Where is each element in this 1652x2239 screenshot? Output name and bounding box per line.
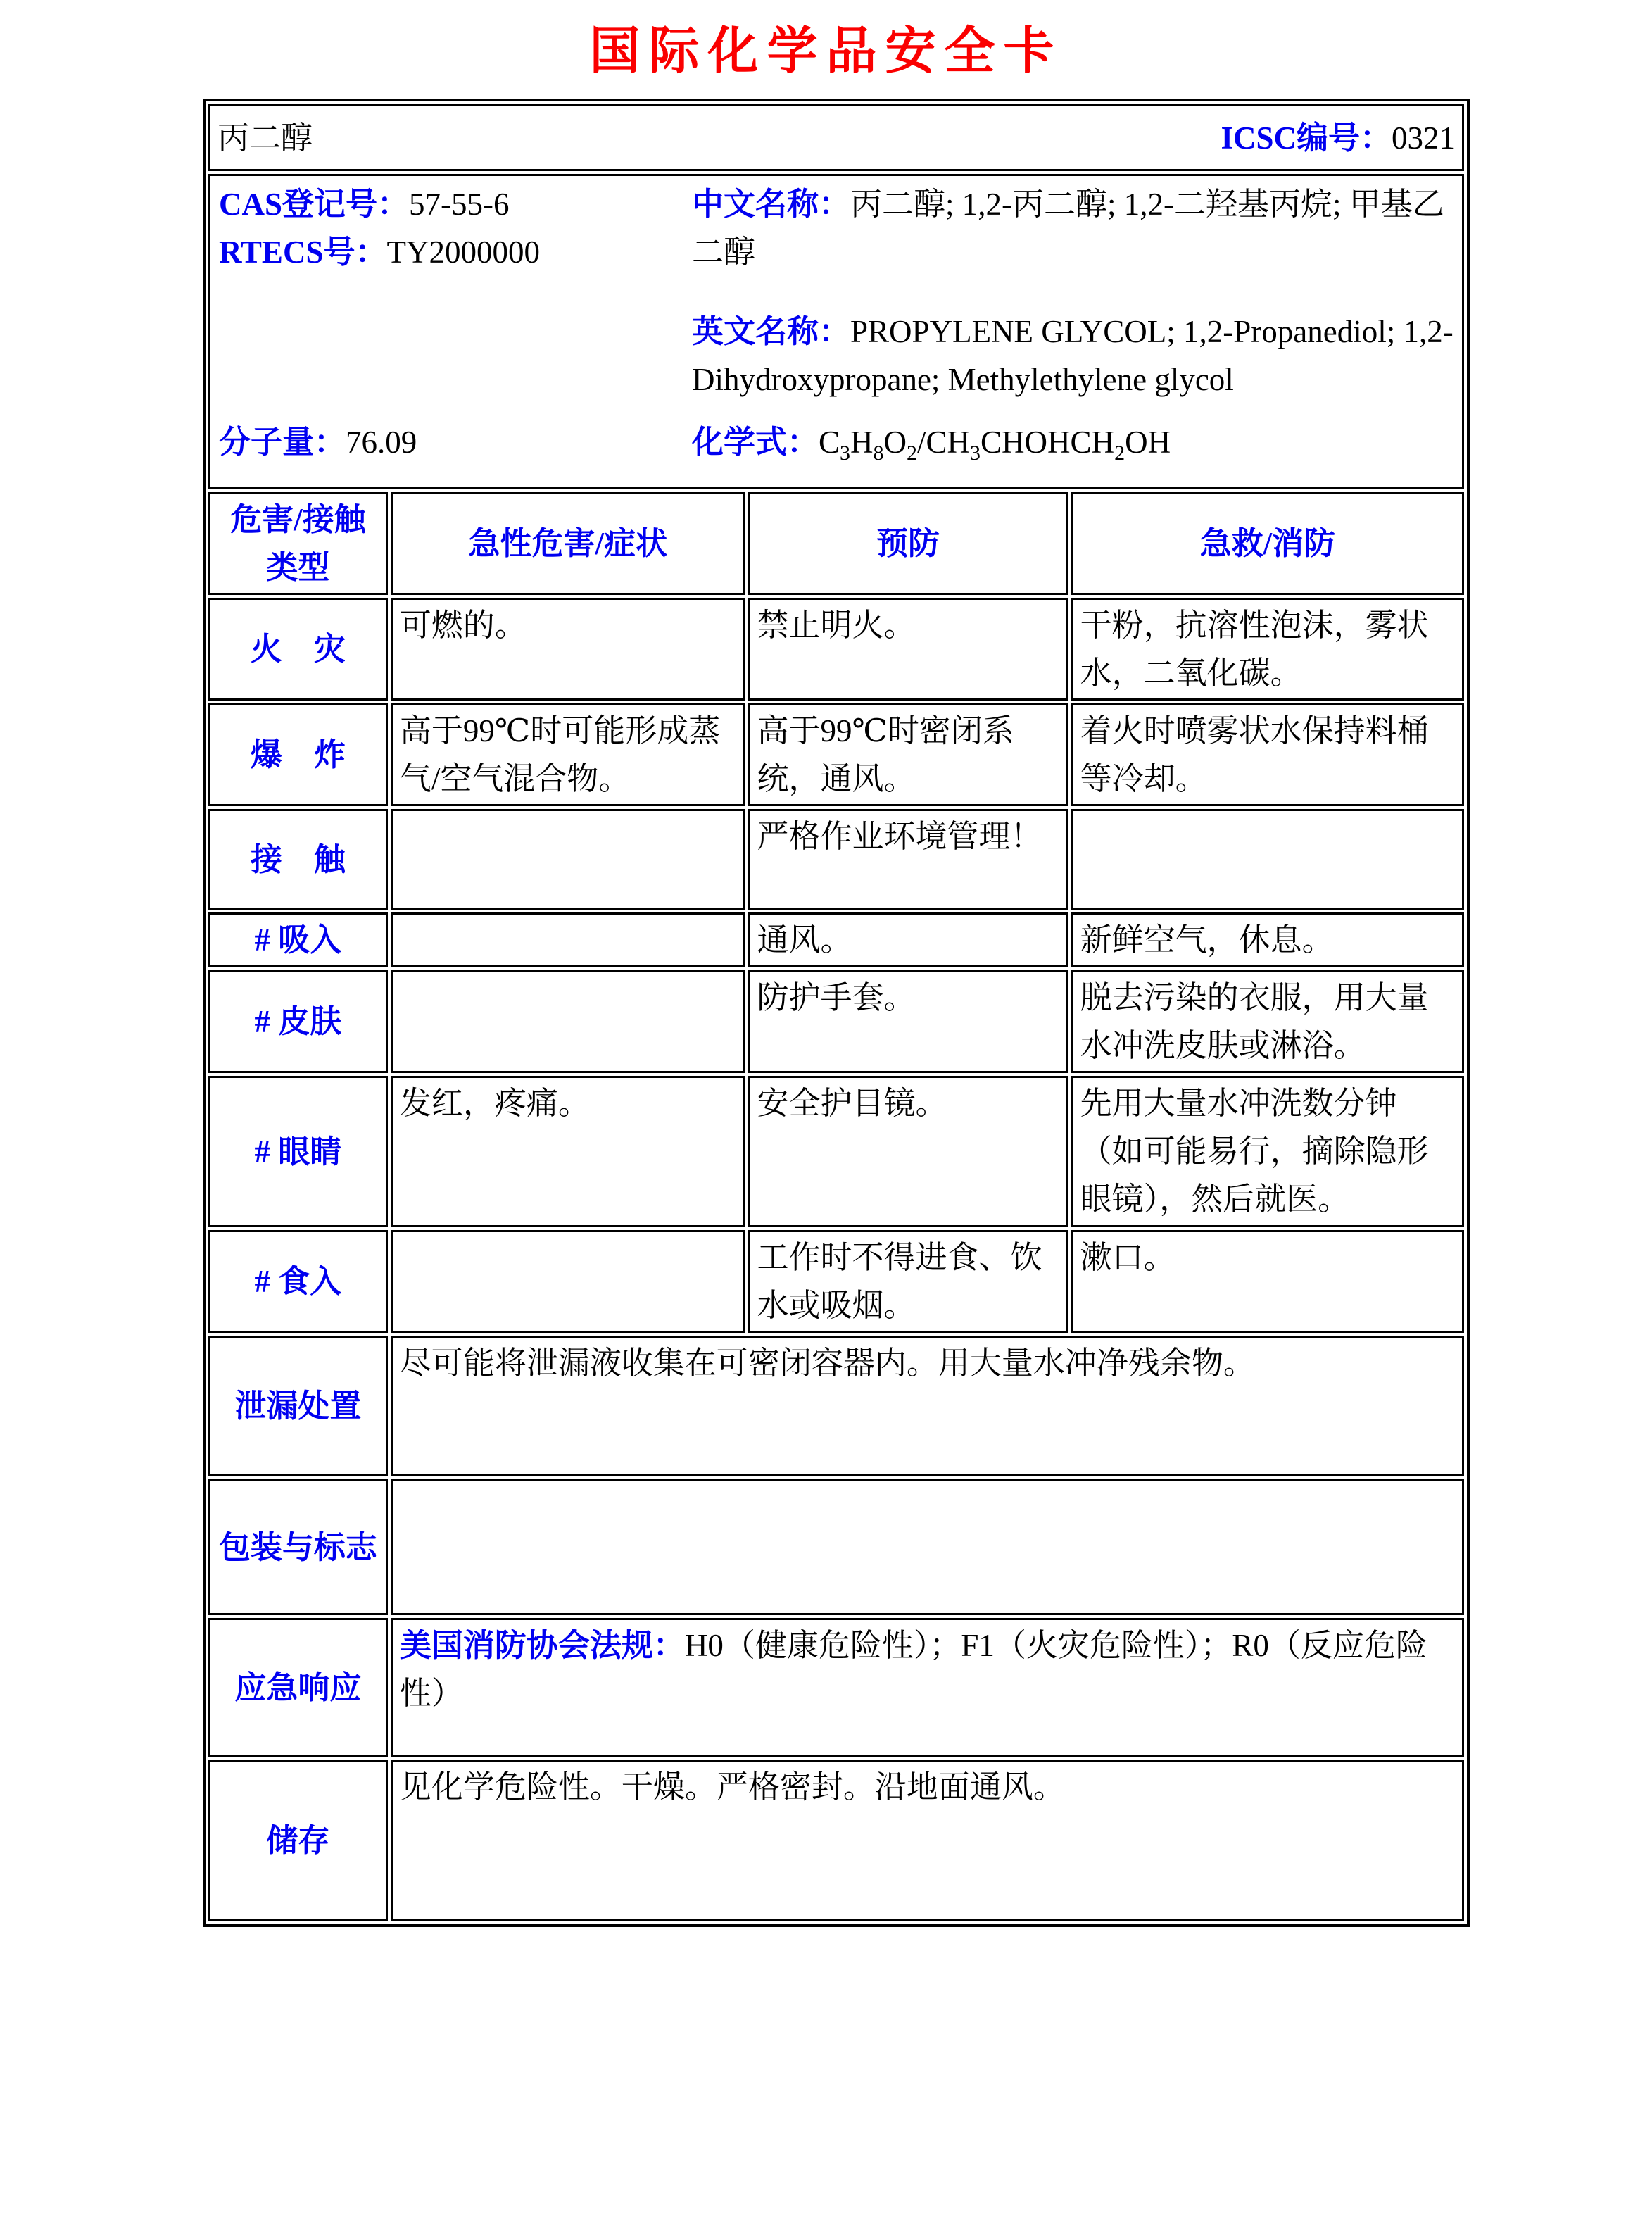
chinese-name-line [692,180,1454,276]
english-name-label: 英文名称： [692,314,851,349]
identity-cell [208,174,1464,489]
chemical-formula-label: 化学式： [692,425,819,460]
inhalation-firstaid-cell: 新鲜空气，休息。 [1071,912,1464,967]
eyes-type-label: # 眼睛 [254,1134,342,1169]
nfpa-code-value: H0（健康危险性）；F1（火灾危险性）；R0（反应危险性） [399,1628,1427,1711]
identity-row [208,174,1464,489]
row-exposure [208,809,1464,910]
inhalation-prevention-cell: 通风。 [748,912,1068,967]
header-type-cell [208,492,388,595]
cas-label: CAS登记号： [219,187,410,222]
ingestion-hazards-cell [391,1230,745,1333]
explosion-hazards-cell: 高于99℃时可能形成蒸气/空气混合物。 [391,703,745,806]
header-type-line1: 危害/接触 [230,502,366,537]
skin-hazards-cell [391,970,745,1073]
exposure-prevention-cell: 严格作业环境管理！ [748,809,1068,910]
eyes-hazards-cell: 发红，疼痛。 [391,1076,745,1227]
row-inhalation [208,912,1464,967]
substance-header-cell [208,104,1464,171]
icsc-number-label: ICSC编号： [1221,120,1392,156]
ingestion-type-label: # 食入 [254,1264,342,1299]
exposure-type-label: 接 触 [250,841,346,877]
row-storage [208,1760,1464,1921]
fire-prevention-cell: 禁止明火。 [748,598,1068,701]
substance-name: 丙二醇 [217,120,313,156]
molecular-weight-value: 76.09 [346,425,417,460]
exposure-type-cell [208,809,388,910]
english-name-value: PROPYLENE GLYCOL; 1,2-Propanediol; 1,2-Dihydroxypropane; Methylethylene glycol [692,314,1454,397]
ingestion-type-cell [208,1230,388,1333]
eyes-prevention-cell: 安全护目镜。 [748,1076,1068,1227]
inhalation-hazards-cell [391,912,745,967]
row-emergency [208,1618,1464,1757]
inhalation-type-cell [208,912,388,967]
icsc-table [203,99,1470,1927]
chemical-formula-value: $C_3H_8O_2/CH_3CHOHCH_2OH$ [819,425,1171,465]
skin-type-cell [208,970,388,1073]
english-name-line [692,308,1454,403]
chinese-name-label: 中文名称： [692,187,851,222]
rtecs-number-line [219,228,692,276]
explosion-type-cell [208,703,388,806]
header-hazards-label: 急性危害/症状 [468,526,667,561]
row-eyes [208,1076,1464,1227]
eyes-type-cell [208,1076,388,1227]
row-explosion [208,703,1464,806]
exposure-firstaid-cell [1071,809,1464,910]
packaging-type-label: 包装与标志 [218,1529,377,1565]
row-ingestion [208,1230,1464,1333]
header-hazards-cell [391,492,745,595]
rtecs-label: RTECS号： [219,234,387,270]
storage-content-cell: 见化学危险性。干燥。严格密封。沿地面通风。 [391,1760,1464,1921]
spillage-type-cell [208,1336,388,1476]
row-spillage [208,1336,1464,1476]
registry-numbers [219,180,692,411]
inhalation-type-label: # 吸入 [254,922,342,958]
ingestion-prevention-cell: 工作时不得进食、饮水或吸烟。 [748,1230,1068,1333]
molecular-weight-line [219,418,692,477]
skin-type-label: # 皮肤 [254,1004,342,1039]
chinese-name-value: 丙二醇; 1,2-丙二醇; 1,2-二羟基丙烷; 甲基乙二醇 [692,187,1444,270]
eyes-firstaid-cell: 先用大量水冲洗数分钟（如可能易行，摘除隐形眼镜），然后就医。 [1071,1076,1464,1227]
header-type-line2: 类型 [266,550,330,585]
fire-type-label: 火 灾 [250,632,346,667]
chemical-names [692,180,1454,411]
explosion-type-label: 爆 炸 [250,737,346,772]
skin-prevention-cell: 防护手套。 [748,970,1068,1073]
icsc-number [1221,114,1455,162]
skin-firstaid-cell: 脱去污染的衣服，用大量水冲洗皮肤或淋浴。 [1071,970,1464,1073]
chemical-formula-line [692,418,1454,477]
spillage-type-label: 泄漏处置 [234,1388,362,1424]
ingestion-firstaid-cell: 漱口。 [1071,1230,1464,1333]
explosion-prevention-cell: 高于99℃时密闭系统，通风。 [748,703,1068,806]
cas-number-line [219,180,692,228]
exposure-hazards-cell [391,809,745,910]
storage-type-cell [208,1760,388,1921]
molecular-weight-label: 分子量： [219,425,346,460]
emergency-type-cell [208,1618,388,1757]
storage-type-label: 储存 [266,1823,330,1858]
identity-bottom-row [219,418,1454,483]
packaging-type-cell [208,1479,388,1615]
row-fire [208,598,1464,701]
emergency-type-label: 应急响应 [234,1669,362,1705]
rtecs-value: TY2000000 [386,234,540,270]
packaging-content-cell [391,1479,1464,1615]
header-firstaid-label: 急救/消防 [1199,526,1336,561]
fire-firstaid-cell: 干粉，抗溶性泡沫，雾状水，二氧化碳。 [1071,598,1464,701]
nfpa-code-label: 美国消防协会法规： [399,1628,685,1663]
icsc-number-value: 0321 [1392,120,1455,156]
icsc-card-page [0,10,1652,1927]
fire-hazards-cell: 可燃的。 [391,598,745,701]
cas-value: 57-55-6 [409,187,510,222]
explosion-firstaid-cell: 着火时喷雾状水保持料桶等冷却。 [1071,703,1464,806]
row-skin [208,970,1464,1073]
header-prevention-cell [748,492,1068,595]
page-title: 国际化学品安全卡 [589,23,1063,80]
emergency-content-cell [391,1618,1464,1757]
header-firstaid-cell [1071,492,1464,595]
substance-header-row [208,104,1464,171]
fire-type-cell [208,598,388,701]
row-packaging [208,1479,1464,1615]
hazard-header-row [208,492,1464,595]
spillage-content-cell: 尽可能将泄漏液收集在可密闭容器内。用大量水冲净残余物。 [391,1336,1464,1476]
header-prevention-label: 预防 [876,526,940,561]
